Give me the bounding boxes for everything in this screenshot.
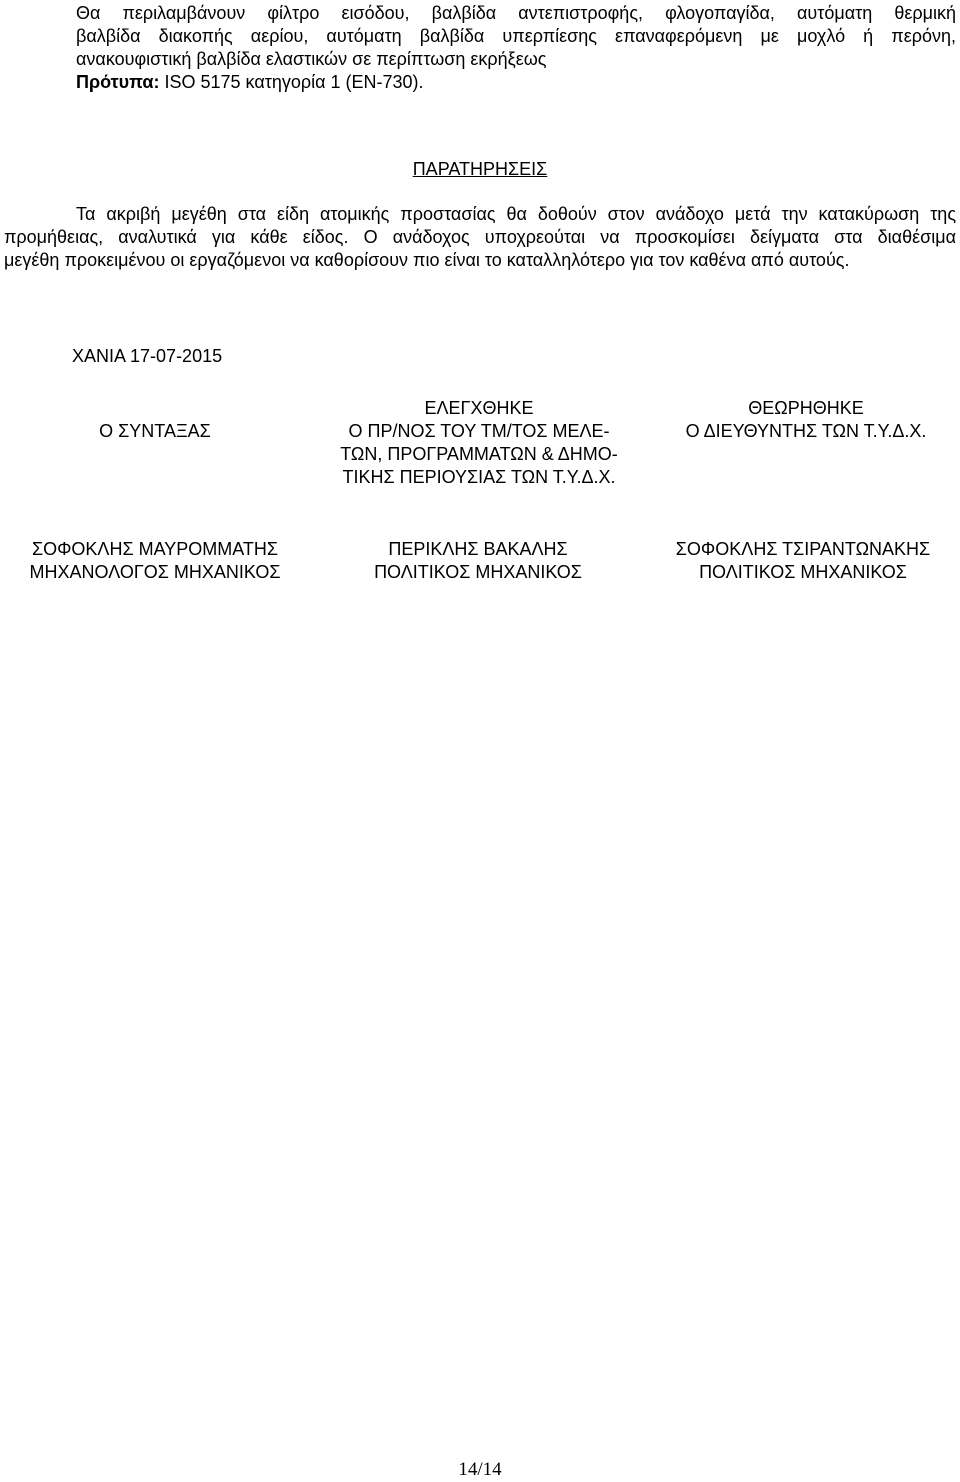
author-title: ΜΗΧΑΝΟΛΟΓΟΣ ΜΗΧΑΝΙΚΟΣ (29, 562, 281, 582)
approved-signature (650, 538, 956, 584)
checked-role-line-2: ΤΩΝ, ΠΡΟΓΡΑΜΜΑΤΩΝ & ΔΗΜΟ- (340, 444, 618, 464)
checked-role-line-3: ΤΙΚΗΣ ΠΕΡΙΟΥΣΙΑΣ ΤΩΝ Τ.Υ.Δ.Χ. (342, 467, 616, 487)
intro-line-1: Θα περιλαμβάνουν φίλτρο εισόδου, βαλβίδα αντεπιστροφής, φλογοπαγίδα, αυτόματη θερμική (76, 3, 956, 23)
notes-line-2: προμήθειας, αναλυτικά για κάθε είδος. Ο ανάδοχος υποχρεούται να προσκομίσει δείγματα στα διαθέσιμα (4, 227, 956, 247)
approved-name: ΣΟΦΟΚΛΗΣ ΤΣΙΡΑΝΤΩΝΑΚΗΣ (675, 539, 931, 559)
author-signature (0, 538, 310, 584)
author-role-block (40, 397, 270, 443)
notes-title: ΠΑΡΑΤΗΡΗΣΕΙΣ (412, 159, 548, 179)
checked-status: ΕΛΕΓΧΘΗΚΕ (424, 398, 534, 418)
approved-role: Ο ΔΙΕΥΘΥΝΤΗΣ ΤΩΝ Τ.Υ.Δ.Χ. (685, 421, 927, 441)
approved-title: ΠΟΛΙΤΙΚΟΣ ΜΗΧΑΝΙΚΟΣ (699, 562, 907, 582)
author-name: ΣΟΦΟΚΛΗΣ ΜΑΥΡΟΜΜΑΤΗΣ (31, 539, 279, 559)
checked-name: ΠΕΡΙΚΛΗΣ ΒΑΚΑΛΗΣ (388, 539, 568, 559)
checked-role-block (320, 397, 638, 489)
standards-text: ISO 5175 κατηγορία 1 (EN-730). (164, 72, 424, 92)
checked-role-line-1: Ο ΠΡ/ΝΟΣ ΤΟΥ ΤΜ/ΤΟΣ ΜΕΛΕ- (348, 421, 610, 441)
intro-line-2: βαλβίδα διακοπής αερίου, αυτόματη βαλβίδα υπερπίεσης επαναφερόμενη με μοχλό ή περόνη, (76, 26, 956, 46)
author-role: Ο ΣΥΝΤΑΞΑΣ (99, 421, 211, 441)
intro-line-3: ανακουφιστική βαλβίδα ελαστικών σε περίπτωση εκρήξεως (76, 49, 547, 69)
notes-paragraph (4, 203, 956, 272)
checked-signature (330, 538, 626, 584)
checked-title: ΠΟΛΙΤΙΚΟΣ ΜΗΧΑΝΙΚΟΣ (374, 562, 582, 582)
standards-line (76, 71, 956, 94)
approved-status: ΘΕΩΡΗΘΗΚΕ (748, 398, 864, 418)
approved-role-block (656, 397, 956, 443)
page-number: 14/14 (458, 1459, 502, 1480)
notes-line-1: Τα ακριβή μεγέθη στα είδη ατομικής προστασίας θα δοθούν στον ανάδοχο μετά την κατακύρωση της (76, 204, 956, 224)
place-date: ΧΑΝΙΑ 17-07-2015 (72, 346, 223, 366)
standards-label: Πρότυπα: (76, 72, 160, 92)
intro-paragraph (76, 2, 956, 94)
notes-line-3: μεγέθη προκειμένου οι εργαζόμενοι να καθορίσουν πιο είναι το καταλληλότερο για τον καθένα από αυτούς. (4, 250, 850, 270)
